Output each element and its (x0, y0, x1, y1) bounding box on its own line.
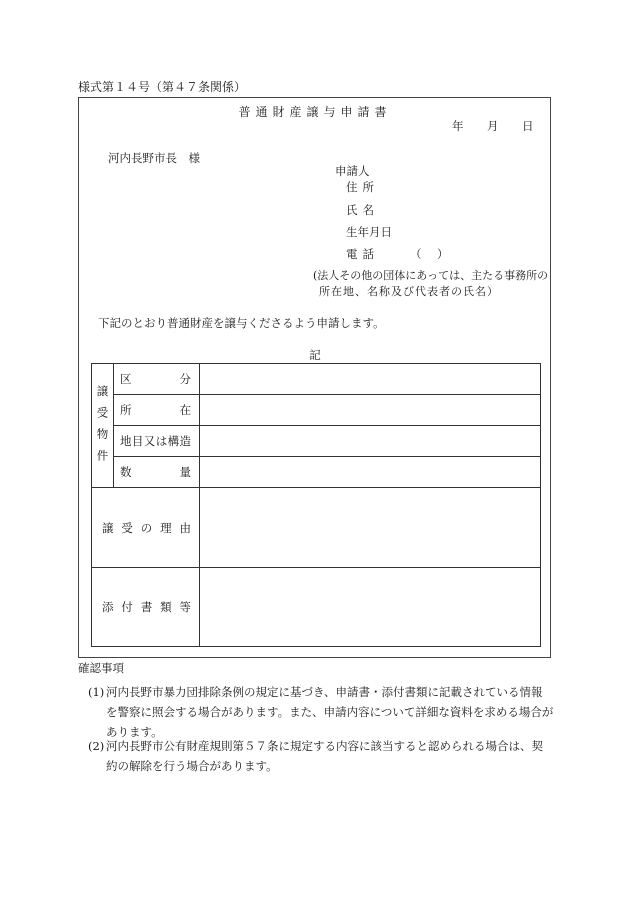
property-table (91, 363, 541, 647)
row-label-reason: 譲受の理由 (92, 488, 200, 568)
table-row (92, 364, 541, 395)
confirm-item-number: (2) (88, 739, 105, 753)
table-row (92, 568, 541, 647)
table-row (92, 488, 541, 568)
name-label: 氏名 (346, 203, 379, 217)
quantity-field[interactable] (200, 457, 541, 488)
corp-note-line1: (法人その他の団体にあっては、主たる事務所の (313, 269, 549, 282)
group-label-property: 譲受物件 (92, 364, 114, 488)
phone-parentheses: （ ） (410, 247, 451, 261)
location-field[interactable] (200, 395, 541, 426)
reason-field[interactable] (200, 488, 541, 568)
date-month-label: 月 (487, 119, 499, 133)
row-label-location: 所在 (114, 395, 200, 426)
confirm-item-2 (88, 736, 554, 776)
document-title: 普通財産譲与申請書 (238, 105, 392, 119)
ki-label: 記 (309, 348, 321, 362)
category-field[interactable] (200, 364, 541, 395)
confirm-item-number: (1) (88, 685, 105, 699)
confirm-item-1 (88, 682, 554, 742)
request-text: 下記のとおり普通財産を譲与くださるよう申請します。 (98, 316, 385, 330)
table-row (92, 426, 541, 457)
applicant-label: 申請人 (335, 164, 370, 178)
attachments-field[interactable] (200, 568, 541, 647)
phone-label: 電話 (346, 247, 379, 261)
table-row (92, 395, 541, 426)
confirm-item-text: 河内長野市暴力団排除条例の規定に基づき、申請書・添付書類に記載されている情報を警察に照会する場合があります。また、申請内容について詳細な資料を求める場合があります。 (106, 685, 554, 739)
dob-label: 生年月日 (346, 225, 392, 239)
addressee: 河内長野市長 様 (108, 151, 200, 165)
form-code: 様式第１４号（第４７条関係） (78, 80, 247, 94)
row-label-attachments: 添付書類等 (92, 568, 200, 647)
address-label: 住所 (346, 180, 379, 194)
row-label-category: 区分 (114, 364, 200, 395)
corp-note-line2: 所在地、名称及び代表者の氏名） (319, 285, 499, 298)
row-label-quantity: 数量 (114, 457, 200, 488)
confirm-heading: 確認事項 (78, 661, 124, 675)
confirm-item-text: 河内長野市公有財産規則第５７条に規定する内容に該当すると認められる場合は、契約の解除を行う場合があります。 (106, 739, 543, 773)
land-structure-field[interactable] (200, 426, 541, 457)
date-day-label: 日 (522, 119, 534, 133)
table-row (92, 457, 541, 488)
row-label-land-structure: 地目又は構造 (114, 426, 200, 457)
date-year-label: 年 (452, 119, 464, 133)
